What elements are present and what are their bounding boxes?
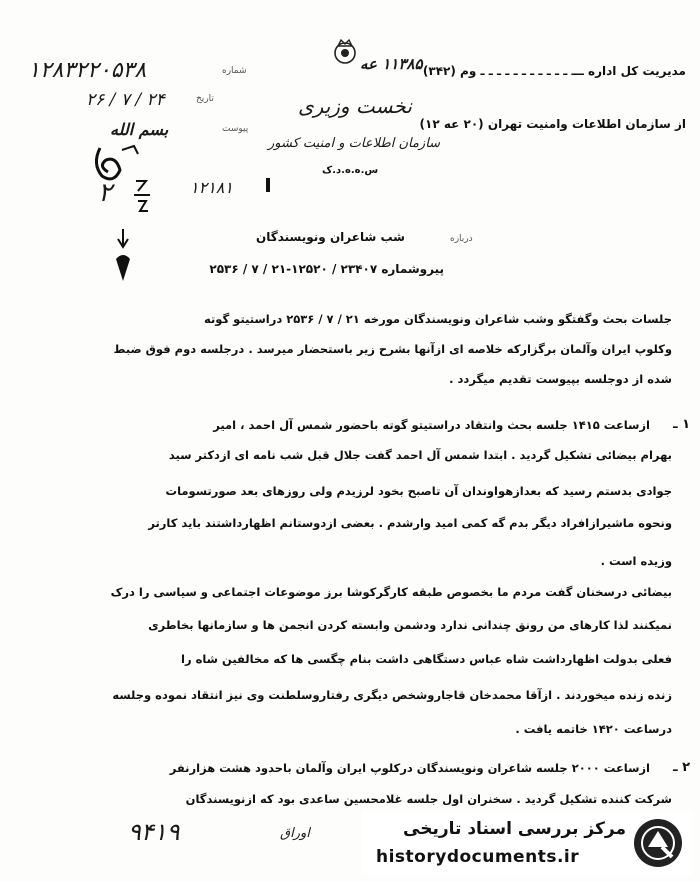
vertical-tick-mark: [266, 178, 270, 192]
paragraph-line: وکلوپ ایران وآلمان برگزارکه خلاصه ای ازآنها بشرح زیر باستحضار میرسد . درجلسه دوم فوق ضبط: [113, 342, 672, 356]
subject-value: شب شاعران ونویسندگان: [256, 230, 405, 244]
watermark-title: مرکز بررسی اسناد تاریخی: [403, 819, 626, 839]
paragraph-line: شده از دوجلسه بپیوست تقدیم میگردد .: [449, 372, 672, 386]
subject-label: درباره: [450, 234, 473, 244]
paragraph-line: بیضائی درسخنان گفت مردم ما بخصوص طبقه کارگرکوشا برز موضوعات اجتماعی و سیاسی را درک: [110, 585, 672, 599]
fraction-mark-icon: [132, 175, 152, 215]
tarikh-value: ۲۴ / ۷ / ۲۶: [86, 90, 165, 110]
paragraph-line: بهرام بیضائی تشکیل گردید . ابتدا شمس آل احمد گفت جلال قبل شب نامه ای ازدکتر سید: [168, 448, 672, 462]
paragraph-line: وزیده است .: [600, 554, 672, 568]
margin-number: ۱۲۱۸۱: [190, 178, 233, 197]
paragraph-line: فعلی بدولت اظهارداشت شاه عباس دستگاهی داشت بنام چگسی ها که مخالفین شاه را: [181, 652, 672, 666]
handwritten-page-number: ۹۴۱۹: [128, 818, 180, 846]
handwritten-title: نخست وزیری: [298, 94, 412, 118]
shomare-value: ۱۲۸۳۲۲۰۵۳۸: [28, 58, 147, 83]
paragraph-line: جلسات بحث وگفتگو وشب شاعران ونویسندگان مورخه ۲۱ / ۷ / ۲۵۳۶ دراستیتو گوته: [203, 312, 672, 326]
paragraph-line: ازساعت ۱۴۱۵ جلسه بحث وانتقاد دراستیتو گوته باحضور شمس آل احمد ، امیر: [213, 418, 650, 432]
org-code: س.ه.ه.د.ک: [322, 165, 379, 176]
paragraph-line: جوادی بدستم رسید که بعدازهواوندان آن تاصبح بخود لرزیدم ولی روزهای بعد صورتسومات: [165, 484, 672, 498]
paragraph-line: ازساعت ۲۰۰۰ جلسه شاعران ونویسندگان درکلوپ ایران وآلمان باحدود هشت هزارنفر: [169, 761, 650, 775]
paragraph-line: شرکت کننده تشکیل گردید . سخنران اول جلسه غلامحسین ساعدی بود که ازنویسندگان: [185, 792, 672, 806]
paragraph-line: ونحوه ماشیرازافراد دیگر بدم گه کمی امید وارشدم . بعضی ازدوستانم اظهارداشتند باید کارتر: [148, 516, 672, 530]
sender-line: از سازمان اطلاعات وامنیت تهران (۲۰ عه ۱۲): [419, 117, 686, 131]
stamp-number: ۱۱۳۸۵ عه: [360, 55, 423, 73]
paragraph-line: نمیکنند لذا کارهای من رونق چندانی ندارد ودشمن وابسته کردن انجمن ها و سازمانها بخاطری: [148, 618, 672, 632]
shomare-label: شماره: [222, 66, 247, 76]
paragraph-line: درساعت ۱۴۲۰ خاتمه یافت .: [515, 722, 672, 736]
watermark-logo-icon: [632, 817, 684, 869]
peyvast-label: پیوست: [222, 124, 249, 134]
handwritten-initials: اوراق: [280, 826, 310, 841]
peyvast-value: بسم الله: [110, 120, 169, 139]
section-marker: ۱ ـ: [673, 417, 690, 432]
emblem-icon: [330, 36, 360, 66]
handwritten-subtitle: سازمان اطلاعات و امنیت کشور: [268, 136, 441, 151]
watermark-url: historydocuments.ir: [376, 847, 580, 867]
section-marker: ۲ ـ: [673, 760, 690, 775]
paragraph-line: زنده زنده میخوردند . ازآقا محمدخان قاجاروشخص دیگری رفتاروسلطنت وی نیز انتقاد نموده وجلسه: [112, 688, 672, 702]
margin-number-large: ۲: [98, 178, 112, 208]
reference-line: پیروشماره ۲۳۴۰۷ / ۱۲۵۲۰-۲۱ / ۷ / ۲۵۳۶: [209, 262, 444, 276]
recipient-line: مدیریت کل اداره ـــ ـ ـ ـ ـ ـ ـ ـ ـ ـ ـ ـ وم (۳۴۲): [422, 64, 686, 78]
arrow-mark-icon: [110, 225, 136, 285]
tarikh-label: تاریخ: [196, 94, 214, 104]
watermark: [362, 811, 692, 875]
